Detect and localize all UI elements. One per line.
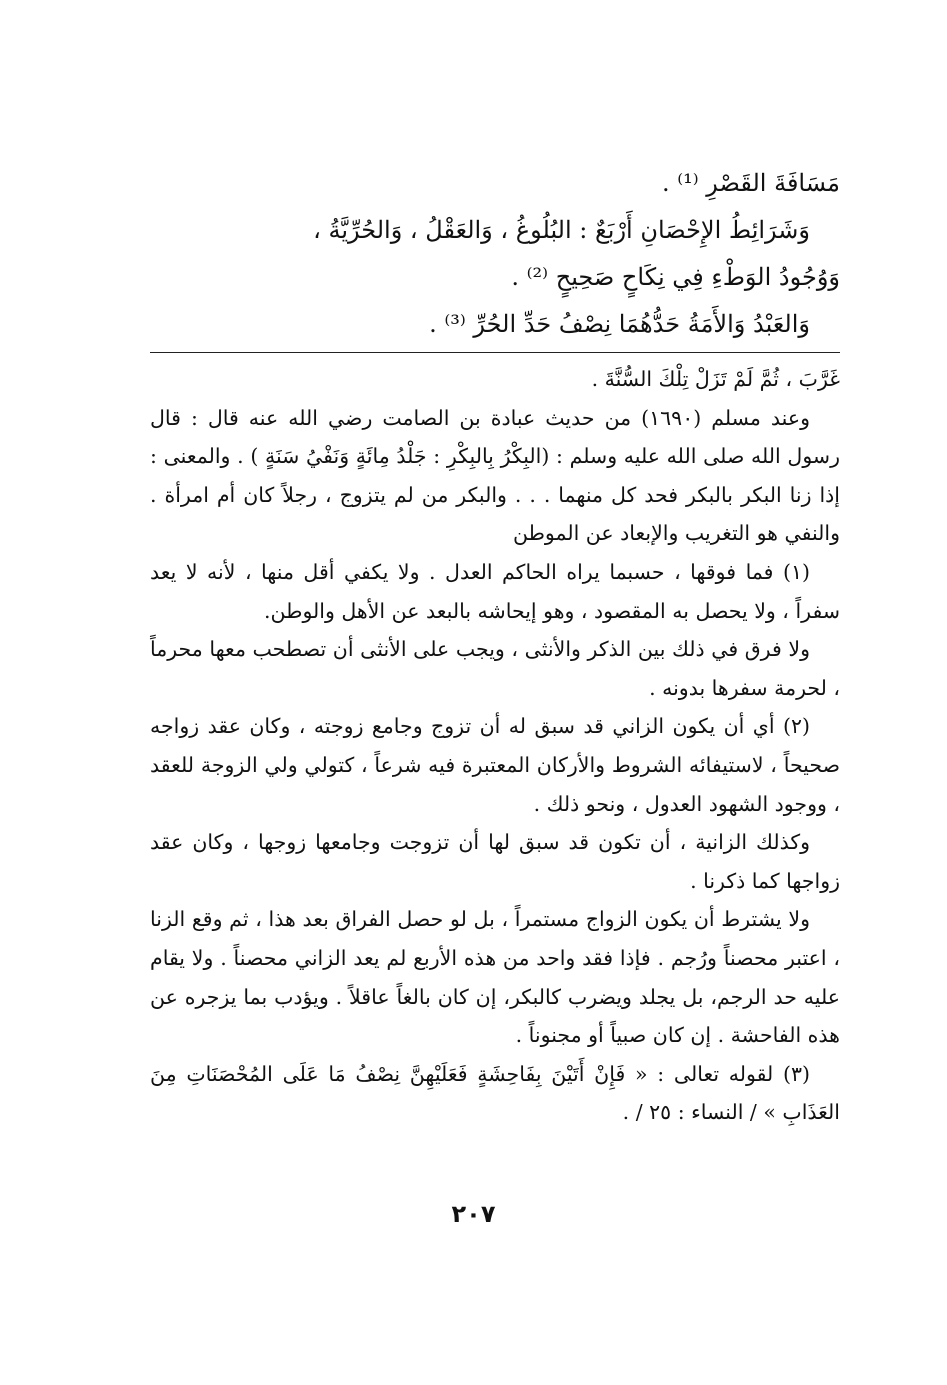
footnote-paragraph: غَرَّبَ ، ثُمَّ لَمْ تَزَلْ تِلْكَ السُّنَّةَ .: [591, 367, 840, 391]
footnote-divider: [150, 352, 840, 353]
footnote-1: (١) فما فوقها ، حسبما يراه الحاكم العدل . ولا يكفي أقل منها ، لأنه لا يعد سفراً ، ولا يحصل به المقصود ، وهو إيحاشه بالبعد عن الأهل والوطن.: [150, 559, 840, 623]
main-text-line: وَوُجُودُ الوَطْءِ فِي نِكَاحٍ صَحِيحٍ ⁽²⁾ .: [511, 263, 840, 291]
main-text-line: وَشَرَائِطُ الإِحْصَانِ أَرْبَعٌ : البُلُوغُ ، وَالعَقْلُ ، وَالحُرِّيَّةُ ،: [313, 216, 810, 244]
footnote-paragraph: وكذلك الزانية ، أن تكون قد سبق لها أن تزوجت وجامعها زوجها ، وكان عقد زواجها كما ذكرنا .: [150, 830, 840, 893]
footnote-paragraph: وعند مسلم (١٦٩٠) من حديث عبادة بن الصامت رضي الله عنه قال : قال رسول الله صلى الله عليه وسلم : (البِكْرُ بِالبِكْرِ : جَلْدُ مِائَةٍ وَنَفْيُ سَنَةٍ ) . والمعنى : إذا زنا البكر بالبكر فحد كل منهما . . . والبكر من لم يتزوج ، رجلاً كان أم امرأة . والنفي هو التغريب والإبعاد عن الموطن: [150, 405, 840, 546]
footnotes: [150, 360, 840, 1132]
main-text: [150, 160, 840, 348]
main-text-line: مَسَافَةَ القَصْرِ ⁽¹⁾ .: [661, 169, 840, 197]
footnote-paragraph: ولا فرق في ذلك بين الذكر والأنثى ، ويجب على الأنثى أن تصطحب معها محرماً ، لحرمة سفرها بدونه .: [150, 637, 840, 700]
footnote-paragraph: ولا يشترط أن يكون الزواج مستمراً ، بل لو حصل الفراق بعد هذا ، ثم وقع الزنا ، اعتبر محصناً ورُجم . فإذا فقد واحد من هذه الأربع لم يعد الزاني محصناً . ولا يقام عليه حد الرجم، بل يجلد ويضرب كالبكر، إن كان بالغاً عاقلاً . ويؤدب بما يزجره عن هذه الفاحشة . إن كان صبياً أو مجنوناً .: [150, 907, 840, 1048]
footnote-2: (٢) أي أن يكون الزاني قد سبق له أن تزوج وجامع زوجته ، وكان عقد زواجه صحيحاً ، لاستيفائه الشروط والأركان المعتبرة فيه شرعاً ، كتولي ولي الزوجة للعقد ، ووجود الشهود العدول ، ونحو ذلك .: [150, 714, 840, 816]
footnote-3: (٣) لقوله تعالى : « فَإِنْ أَتَيْنَ بِفَاحِشَةٍ فَعَلَيْهِنَّ نِصْفُ مَا عَلَى المُحْصَنَاتِ مِنَ العَذَابِ » / النساء : ٢٥ / .: [150, 1061, 840, 1125]
page-number: ٢٠٧: [451, 1200, 496, 1228]
main-text-line: وَالعَبْدُ وَالأَمَةُ حَدُّهُمَا نِصْفُ حَدِّ الحُرِّ ⁽³⁾ .: [429, 310, 810, 338]
